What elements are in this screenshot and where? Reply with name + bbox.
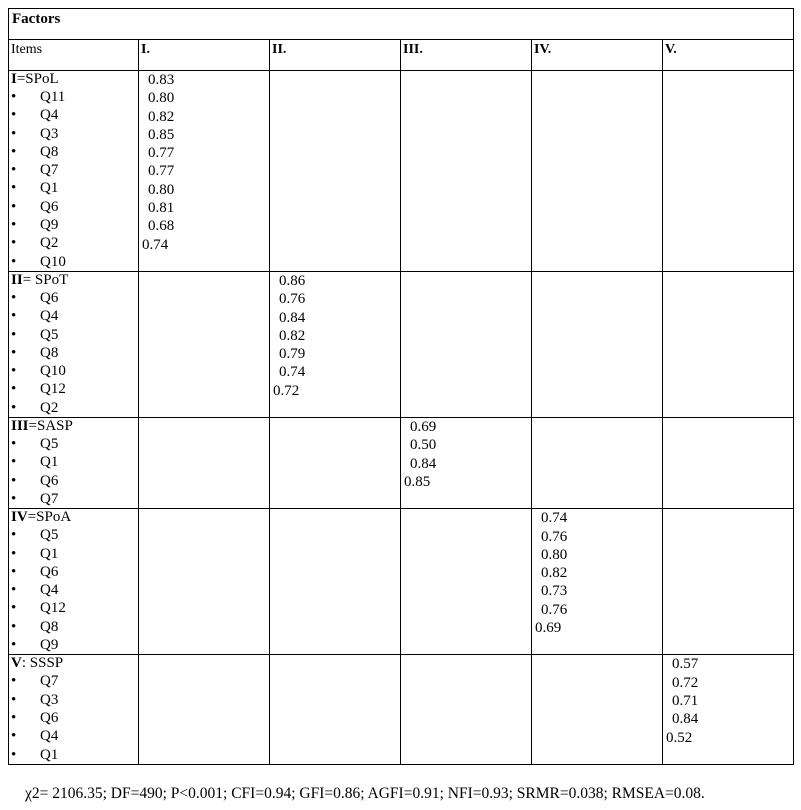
header-factor-3: III. — [401, 40, 532, 71]
bullet-icon: • — [11, 162, 17, 179]
factor-label: =SPoL — [16, 71, 59, 87]
question-label: Q4 — [40, 107, 59, 124]
factor-5-cell — [663, 271, 794, 417]
factor-group-row — [9, 509, 794, 655]
loading-value: 0.52 — [666, 729, 693, 746]
bullet-icon: • — [11, 691, 17, 708]
factor-heading — [9, 418, 138, 435]
list-item — [9, 253, 138, 271]
loading-value: 0.84 — [672, 711, 699, 728]
bullet-icon: • — [11, 381, 17, 398]
bullet-icon: • — [11, 289, 17, 306]
bullet-icon: • — [11, 89, 17, 105]
factor-2-cell — [270, 271, 401, 417]
factor-4-cell — [532, 509, 663, 655]
bullet-icon: • — [11, 746, 17, 763]
factor-loadings-table — [8, 8, 794, 765]
list-item — [9, 618, 138, 636]
factor-heading — [9, 509, 138, 526]
bullet-icon: • — [11, 308, 17, 325]
loading-value: 0.74 — [541, 510, 568, 527]
loading-value: 0.50 — [410, 437, 437, 454]
loading-value: 0.76 — [279, 291, 306, 308]
question-label: Q6 — [40, 563, 59, 580]
question-label: Q10 — [40, 253, 66, 270]
list-item — [9, 490, 138, 508]
factor-1-cell — [139, 71, 270, 272]
list-item — [9, 307, 138, 325]
question-label: Q3 — [40, 691, 59, 708]
loading-value: 0.77 — [148, 145, 175, 162]
factor-heading — [9, 71, 138, 88]
bullet-icon: • — [11, 399, 17, 416]
loading-value: 0.82 — [279, 327, 306, 344]
list-item — [9, 709, 138, 727]
factor-5-cell — [663, 418, 794, 509]
factor-label: =SASP — [28, 418, 73, 435]
factor-numeral: I — [11, 71, 17, 87]
factor-numeral: V — [11, 655, 22, 672]
list-item — [9, 106, 138, 124]
question-label: Q8 — [40, 618, 59, 635]
list-item — [9, 143, 138, 161]
question-label: Q5 — [40, 436, 59, 453]
header-row — [9, 40, 794, 71]
factor-group-row — [9, 418, 794, 509]
factor-2-cell — [270, 655, 401, 764]
factor-3-cell — [401, 271, 532, 417]
question-label: Q5 — [40, 527, 59, 544]
bullet-icon: • — [11, 490, 17, 507]
bullet-icon: • — [11, 545, 17, 562]
list-item — [9, 545, 138, 563]
bullet-icon: • — [11, 198, 17, 215]
bullet-icon: • — [11, 107, 17, 124]
items-cell — [9, 71, 139, 272]
bullet-icon: • — [11, 673, 17, 690]
loading-value: 0.69 — [535, 620, 562, 637]
bullet-icon: • — [11, 235, 17, 252]
list-item — [9, 216, 138, 234]
bullet-icon: • — [11, 600, 17, 617]
loading-value: 0.77 — [148, 163, 175, 180]
factor-5-cell — [663, 509, 794, 655]
factor-heading — [9, 655, 138, 672]
factor-1-cell — [139, 509, 270, 655]
bullet-icon: • — [11, 527, 17, 544]
header-factor-1: I. — [139, 40, 270, 71]
header-factor-4: IV. — [532, 40, 663, 71]
list-item — [9, 380, 138, 398]
list-item — [9, 289, 138, 307]
loading-value: 0.79 — [279, 346, 306, 363]
factor-4-cell — [532, 418, 663, 509]
loading-value: 0.73 — [541, 583, 568, 600]
list-item — [9, 563, 138, 581]
factor-1-cell — [139, 271, 270, 417]
bullet-icon: • — [11, 618, 17, 635]
bullet-icon: • — [11, 326, 17, 343]
list-item — [9, 125, 138, 143]
question-label: Q1 — [40, 180, 59, 197]
bullet-icon: • — [11, 582, 17, 599]
list-item — [9, 362, 138, 380]
bullet-icon: • — [11, 253, 17, 270]
items-cell — [9, 418, 139, 509]
factor-4-cell — [532, 71, 663, 272]
loading-value: 0.80 — [541, 546, 568, 563]
question-label: Q4 — [40, 308, 59, 325]
list-item — [9, 435, 138, 453]
bullet-icon: • — [11, 637, 17, 654]
bullet-icon: • — [11, 217, 17, 234]
list-item — [9, 599, 138, 617]
question-label: Q3 — [40, 125, 59, 142]
factor-2-cell — [270, 509, 401, 655]
loading-value: 0.68 — [148, 218, 175, 235]
question-label: Q4 — [40, 582, 59, 599]
bullet-icon: • — [11, 125, 17, 142]
factor-5-cell — [663, 71, 794, 272]
list-item — [9, 746, 138, 764]
question-label: Q11 — [40, 89, 66, 105]
list-item — [9, 198, 138, 216]
bullet-icon: • — [11, 709, 17, 726]
loading-value: 0.86 — [279, 272, 306, 289]
loading-value: 0.84 — [410, 455, 437, 472]
loading-value: 0.81 — [148, 200, 175, 217]
factor-4-cell — [532, 655, 663, 764]
table-title: Factors — [9, 9, 794, 40]
loading-value: 0.82 — [541, 565, 568, 582]
factor-5-cell — [663, 655, 794, 764]
factor-heading — [9, 272, 138, 289]
list-item — [9, 399, 138, 417]
loading-value: 0.74 — [279, 364, 306, 381]
loading-value: 0.71 — [672, 692, 699, 709]
question-label: Q8 — [40, 143, 59, 160]
factor-2-cell — [270, 418, 401, 509]
factor-numeral: II — [11, 271, 23, 288]
list-item — [9, 234, 138, 252]
list-item — [9, 161, 138, 179]
list-item — [9, 672, 138, 690]
loading-value: 0.83 — [148, 72, 175, 88]
loading-value: 0.57 — [672, 656, 699, 673]
factor-3-cell — [401, 655, 532, 764]
question-label: Q2 — [40, 235, 59, 252]
loading-value: 0.69 — [410, 419, 437, 436]
question-label: Q7 — [40, 162, 59, 179]
question-label: Q12 — [40, 600, 66, 617]
factor-numeral: IV — [11, 509, 28, 526]
factor-3-cell — [401, 509, 532, 655]
items-cell — [9, 271, 139, 417]
header-factor-5: V. — [663, 40, 794, 71]
list-item — [9, 581, 138, 599]
list-item — [9, 472, 138, 490]
list-item — [9, 526, 138, 544]
question-label: Q6 — [40, 472, 59, 489]
list-item — [9, 636, 138, 654]
list-item — [9, 727, 138, 745]
factor-2-cell — [270, 71, 401, 272]
loading-value: 0.85 — [404, 473, 431, 490]
loading-value: 0.82 — [148, 108, 175, 125]
table-title-row — [9, 9, 794, 40]
question-label: Q2 — [40, 399, 59, 416]
loading-value: 0.72 — [273, 382, 300, 399]
loading-value: 0.72 — [672, 674, 699, 691]
factor-label: = SPoT — [22, 271, 69, 288]
items-cell — [9, 655, 139, 764]
question-label: Q5 — [40, 326, 59, 343]
question-label: Q6 — [40, 709, 59, 726]
factor-3-cell — [401, 418, 532, 509]
question-label: Q6 — [40, 289, 59, 306]
list-item — [9, 691, 138, 709]
header-factor-2: II. — [270, 40, 401, 71]
list-item — [9, 179, 138, 197]
list-item — [9, 88, 138, 106]
factor-group-row — [9, 71, 794, 272]
factor-4-cell — [532, 271, 663, 417]
bullet-icon: • — [11, 454, 17, 471]
loading-value: 0.85 — [148, 126, 175, 143]
question-label: Q1 — [40, 454, 59, 471]
fit-statistics: χ2= 2106.35; DF=490; P<0.001; CFI=0.94; GFI=0.86; AGFI=0.91; NFI=0.93; SRMR=0.038; RMSEA=0.08. — [25, 785, 705, 802]
loading-value: 0.74 — [142, 236, 169, 253]
bullet-icon: • — [11, 436, 17, 453]
question-label: Q7 — [40, 673, 59, 690]
factor-label: =SPoA — [27, 509, 72, 526]
question-label: Q9 — [40, 637, 59, 654]
bullet-icon: • — [11, 728, 17, 745]
factor-group-row — [9, 655, 794, 764]
loading-value: 0.80 — [148, 90, 175, 107]
list-item — [9, 326, 138, 344]
question-label: Q7 — [40, 490, 59, 507]
question-label: Q12 — [40, 381, 66, 398]
list-item — [9, 453, 138, 471]
loading-value: 0.76 — [541, 528, 568, 545]
question-label: Q9 — [40, 217, 59, 234]
factor-1-cell — [139, 655, 270, 764]
bullet-icon: • — [11, 472, 17, 489]
loading-value: 0.84 — [279, 309, 306, 326]
question-label: Q10 — [40, 363, 66, 380]
factor-group-row — [9, 271, 794, 417]
question-label: Q1 — [40, 746, 59, 763]
bullet-icon: • — [11, 180, 17, 197]
bullet-icon: • — [11, 363, 17, 380]
loading-value: 0.80 — [148, 181, 175, 198]
question-label: Q4 — [40, 728, 59, 745]
bullet-icon: • — [11, 563, 17, 580]
question-label: Q8 — [40, 344, 59, 361]
items-cell — [9, 509, 139, 655]
bullet-icon: • — [11, 143, 17, 160]
factor-1-cell — [139, 418, 270, 509]
factor-label: : SSSP — [21, 655, 64, 672]
factor-3-cell — [401, 71, 532, 272]
header-items: Items — [9, 40, 139, 71]
question-label: Q6 — [40, 198, 59, 215]
question-label: Q1 — [40, 545, 59, 562]
list-item — [9, 344, 138, 362]
loading-value: 0.76 — [541, 601, 568, 618]
bullet-icon: • — [11, 344, 17, 361]
factor-numeral: III — [11, 418, 29, 435]
